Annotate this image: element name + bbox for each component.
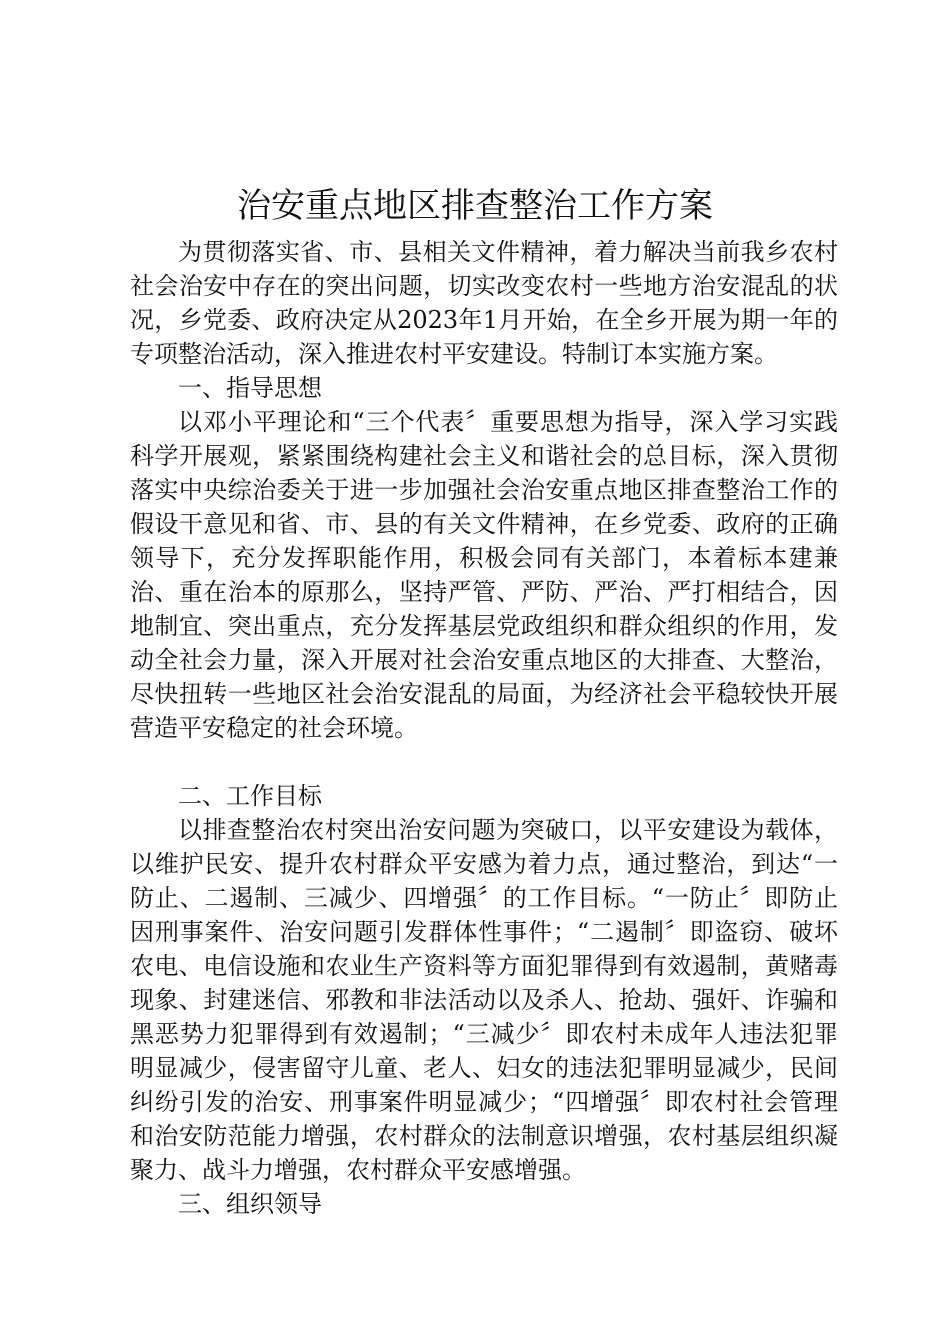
document-body (130, 235, 838, 1221)
section-heading-organization: 三、组织领导 (178, 1190, 322, 1218)
document-title: 治安重点地区排查整治工作方案 (237, 186, 713, 226)
guiding-ideology-paragraph: 以邓小平理论和“三个代表〞重要思想为指导，深入学习实践科学开展观，紧紧围绕构建社会主义和谐社会的总目标，深入贯彻落实中央综治委关于进一步加强社会治安重点地区排查整治工作的假设干意见和省、市、县的有关文件精神，在乡党委、政府的正确领导下，充分发挥职能作用，积极会同有关部门，本着标本建兼治、重在治本的原那么，坚持严管、严防、严治、严打相结合，因地制宜、突出重点，充分发挥基层党政组织和群众组织的作用，发动全社会力量，深入开展对社会治安重点地区的大排查、大整治，尽快扭转一些地区社会治安混乱的局面，为经济社会平稳较快开展营造平安稳定的社会环境。 (130, 408, 838, 742)
section-heading-work-goals: 二、工作目标 (178, 782, 322, 810)
intro-paragraph: 为贯彻落实省、市、县相关文件精神，着力解决当前我乡农村社会治安中存在的突出问题，切实改变农村一些地方治安混乱的状况，乡党委、政府决定从2023年1月开始，在全乡开展为期一年的专项整治活动，深入推进农村平安建设。特制订本实施方案。 (130, 238, 838, 368)
work-goals-paragraph: 以排查整治农村突出治安问题为突破口，以平安建设为载体，以维护民安、提升农村群众平安感为着力点，通过整治，到达“一防止、二遏制、三减少、四增强〞的工作目标。“一防止〞即防止因刑事案件、治安问题引发群体性事件；“二遏制〞即盗窃、破坏农电、电信设施和农业生产资料等方面犯罪得到有效遏制，黄赌毒现象、封建迷信、邪教和非法活动以及杀人、抢劫、强奸、诈骗和黑恶势力犯罪得到有效遏制；“三减少〞即农村未成年人违法犯罪明显减少，侵害留守儿童、老人、妇女的违法犯罪明显减少，民间纠纷引发的治安、刑事案件明显减少；“四增强〞即农村社会管理和治安防范能力增强，农村群众的法制意识增强，农村基层组织凝聚力、战斗力增强，农村群众平安感增强。 (130, 816, 838, 1184)
section-heading-guiding-ideology: 一、指导思想 (178, 374, 322, 402)
